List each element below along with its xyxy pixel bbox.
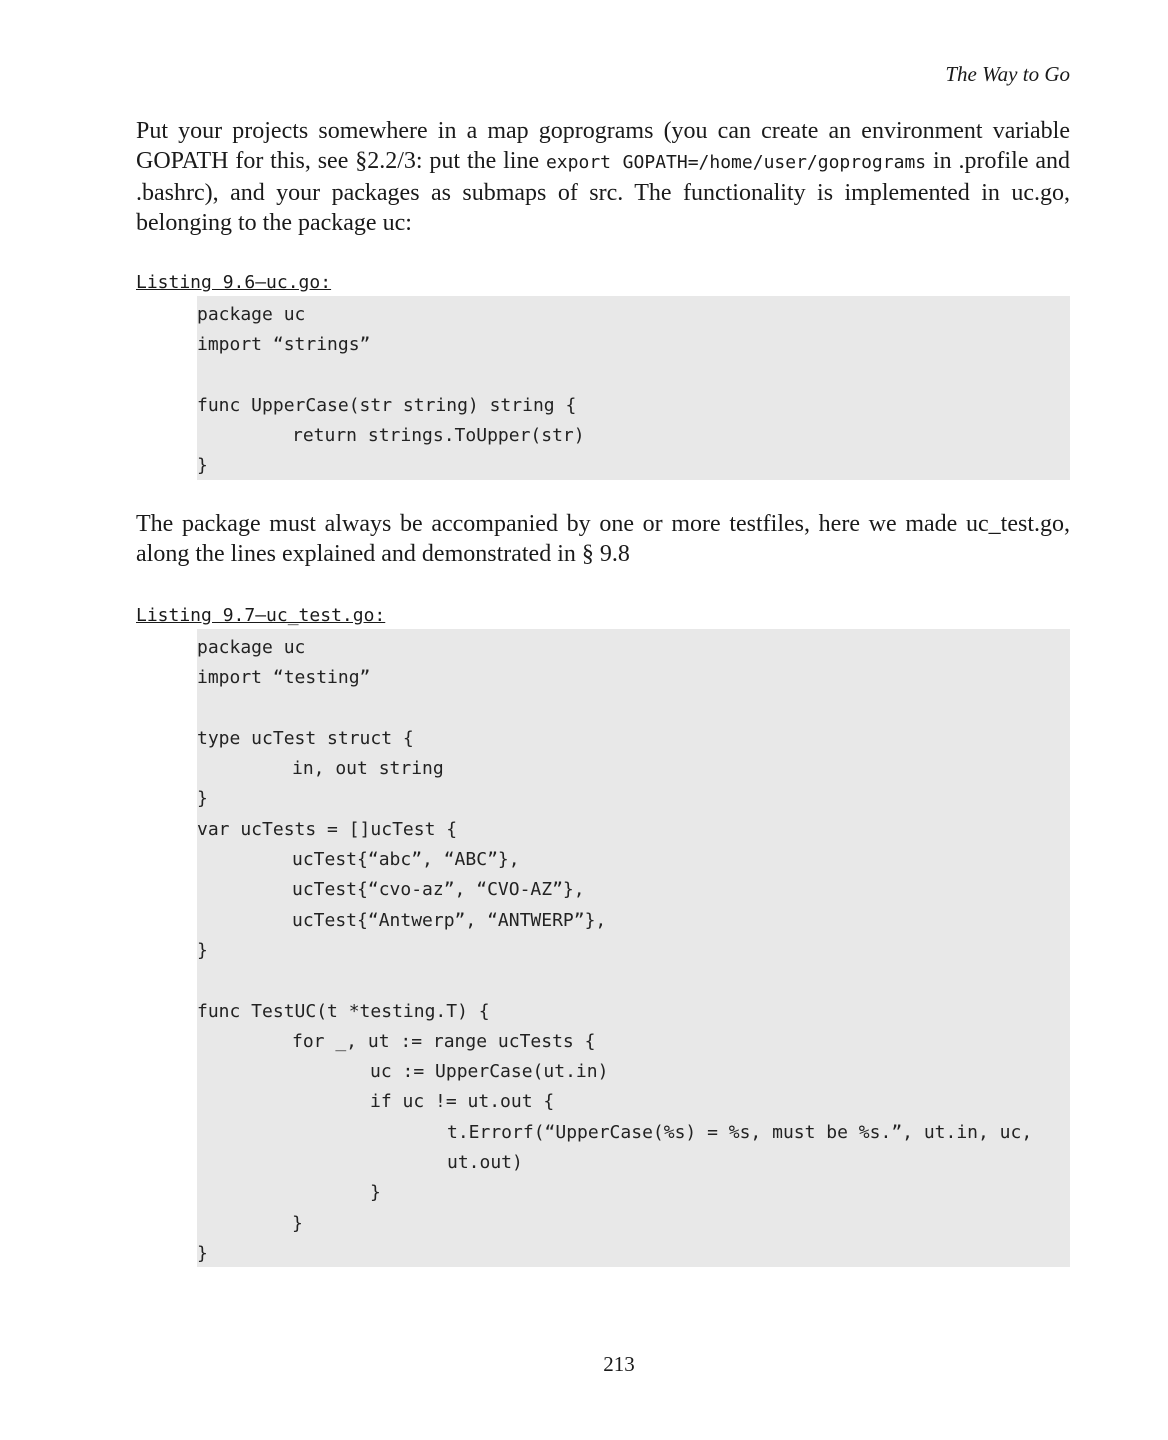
code-block-uc-test-go xyxy=(197,629,1070,1267)
code-line xyxy=(197,694,1070,724)
code-line: func TestUC(t *testing.T) { xyxy=(197,1000,490,1022)
code-line: } xyxy=(197,1242,208,1264)
code-line: } xyxy=(197,939,208,961)
code-line: t.Errorf(“UpperCase(%s) = %s, must be %s.”, ut.in, uc, xyxy=(447,1121,1033,1143)
page-number: 213 xyxy=(603,1352,635,1376)
code-block-uc-go xyxy=(197,296,1070,480)
inline-code: export GOPATH=/home/user/goprograms xyxy=(545,152,927,173)
code-line: ucTest{“Antwerp”, “ANTWERP”}, xyxy=(292,909,607,931)
paragraph-text: in .profile and .bashrc), and your packages as submaps of src. The functionality is implemented in uc.go, belonging to the package uc: xyxy=(136,148,1070,236)
listing-caption: Listing 9.7—uc_test.go: xyxy=(136,605,386,626)
code-line: } xyxy=(197,788,208,810)
code-line: ucTest{“abc”, “ABC”}, xyxy=(292,849,520,871)
listing-caption: Listing 9.6—uc.go: xyxy=(136,272,332,293)
code-line: ut.out) xyxy=(447,1152,523,1174)
code-line: } xyxy=(370,1182,381,1204)
code-line: uc := UpperCase(ut.in) xyxy=(370,1061,609,1083)
code-line: package uc xyxy=(197,637,306,658)
code-line: package uc xyxy=(197,304,306,325)
code-line: if uc != ut.out { xyxy=(370,1091,555,1113)
test-paragraph: The package must always be accompanied by one or more testfiles, here we made uc_test.go, along the lines explained and demonstrated in § 9.8 xyxy=(136,511,1070,567)
code-line: type ucTest struct { xyxy=(197,727,414,749)
code-line: import “strings” xyxy=(197,334,371,356)
code-line: } xyxy=(197,455,208,477)
paragraph-text: Put your projects somewhere in a map goprograms (you can create an environment variable GOPATH for this, see §2.2/3: put the line xyxy=(136,118,1070,174)
intro-paragraph xyxy=(136,116,1070,238)
code-line: ucTest{“cvo-az”, “CVO-AZ”}, xyxy=(292,879,585,901)
code-line: func UpperCase(str string) string { xyxy=(197,394,577,416)
running-header: The Way to Go xyxy=(945,62,1070,86)
code-line: return strings.ToUpper(str) xyxy=(292,425,585,447)
code-line xyxy=(197,966,1070,996)
code-line: in, out string xyxy=(292,758,444,780)
code-line xyxy=(197,361,1070,391)
code-line: import “testing” xyxy=(197,667,371,689)
code-line: } xyxy=(292,1212,303,1234)
code-line: for _, ut := range ucTests { xyxy=(292,1030,596,1052)
code-line: var ucTests = []ucTest { xyxy=(197,818,458,840)
